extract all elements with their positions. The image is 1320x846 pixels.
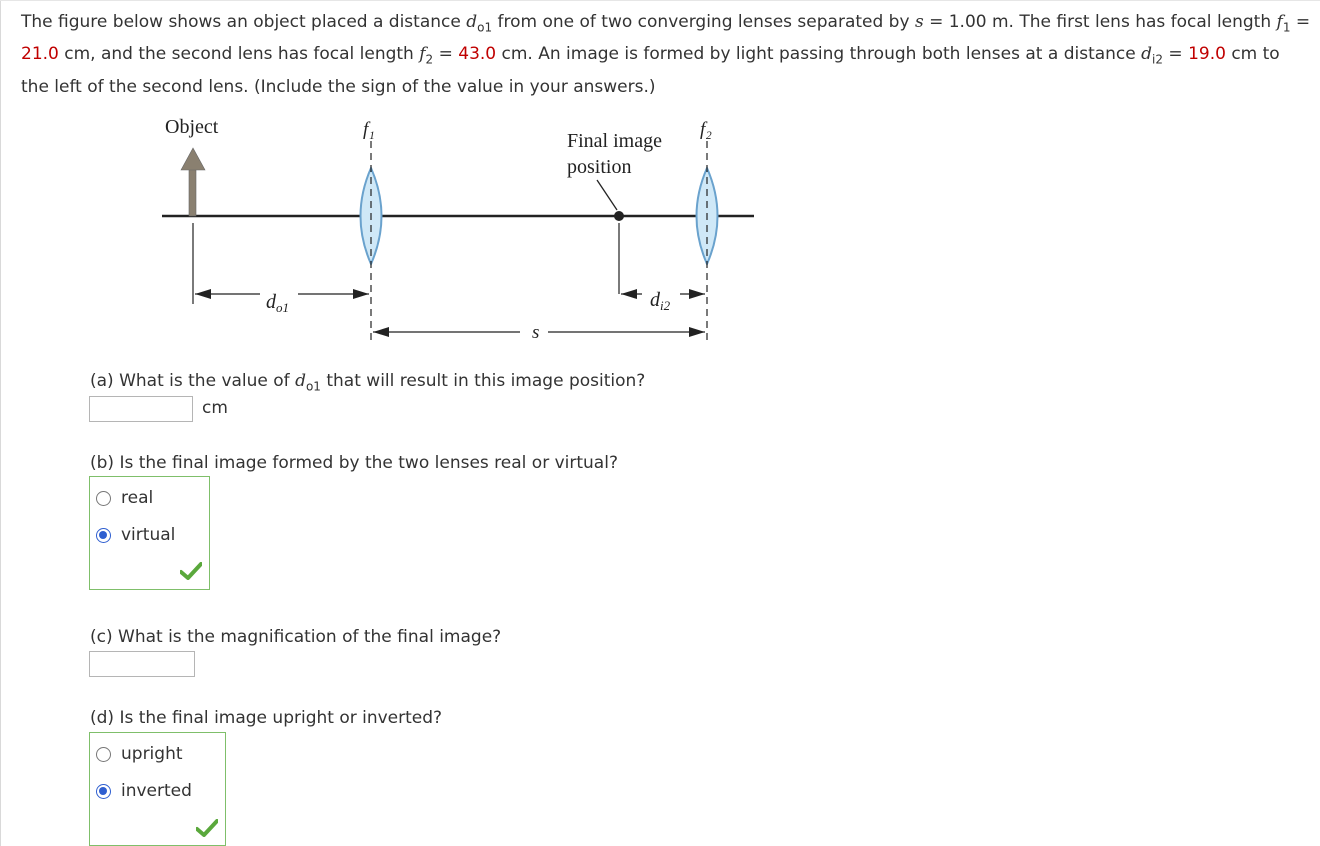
f1-label: f₁ — [363, 119, 375, 140]
radio-inverted[interactable] — [96, 784, 111, 799]
question-c: (c) What is the magnification of the final image? — [90, 627, 502, 647]
f2-label: f₂ — [700, 119, 712, 140]
di2-arrowhead-left — [621, 289, 637, 299]
di2-label: $d_{i2}$ — [650, 289, 671, 313]
question-d: (d) Is the final image upright or inverted? — [90, 708, 443, 728]
final-image-pointer — [597, 180, 617, 210]
object-arrow — [189, 166, 196, 216]
radio-real[interactable] — [96, 491, 111, 506]
option-upright[interactable]: upright — [96, 744, 183, 764]
question-b: (b) Is the final image formed by the two lenses real or virtual? — [90, 453, 618, 473]
di2-arrowhead-right — [689, 289, 705, 299]
object-label: Object — [165, 116, 219, 138]
di2-given-value: 19.0 — [1188, 44, 1226, 65]
problem-statement: The figure below shows an object placed a distance $d_{o1}$ from one of two converging lenses separated by s = 1.00 m. The first lens has focal length $f_1 = 21.0$ cm, and the second lens has focal length $f_2 = 43.0$ cm. An image is formed by light passing through both lenses at a distance $d_{i2} = 19.0$ cm to the left of the second lens. (Include the sign of the value in your answers.) — [21, 12, 1311, 97]
final-image-label-2: position — [567, 156, 632, 178]
upright-inverted-radio-group — [89, 732, 226, 846]
question-a: (a) What is the value of $d_{o1}$ that will result in this image position? — [90, 371, 646, 394]
final-image-label: Final image — [567, 130, 662, 152]
magnification-answer-input[interactable] — [89, 651, 195, 677]
s-arrowhead-left — [373, 327, 389, 337]
radio-virtual[interactable] — [96, 528, 111, 543]
f2-given-value: 43.0 — [458, 44, 497, 65]
option-inverted[interactable]: inverted — [96, 781, 192, 801]
s-label: s — [532, 322, 540, 343]
do1-unit-label: cm — [202, 398, 228, 418]
do1-arrowhead-right — [353, 289, 369, 299]
final-image-dot — [614, 211, 624, 221]
do1-answer-input[interactable] — [89, 396, 193, 422]
real-virtual-radio-group — [89, 476, 210, 590]
option-virtual[interactable]: virtual — [96, 525, 175, 545]
content-top-border — [0, 0, 1320, 1]
do1-arrowhead-left — [195, 289, 211, 299]
content-left-border — [0, 0, 1, 846]
do1-label: $d_{o1}$ — [266, 291, 289, 315]
s-arrowhead-right — [689, 327, 705, 337]
object-arrow-head — [181, 148, 205, 170]
correct-check-icon — [180, 562, 202, 580]
correct-check-icon — [196, 819, 218, 837]
lens-diagram — [150, 108, 760, 353]
option-real[interactable]: real — [96, 488, 153, 508]
radio-upright[interactable] — [96, 747, 111, 762]
f1-given-value: 21.0 — [21, 44, 59, 65]
